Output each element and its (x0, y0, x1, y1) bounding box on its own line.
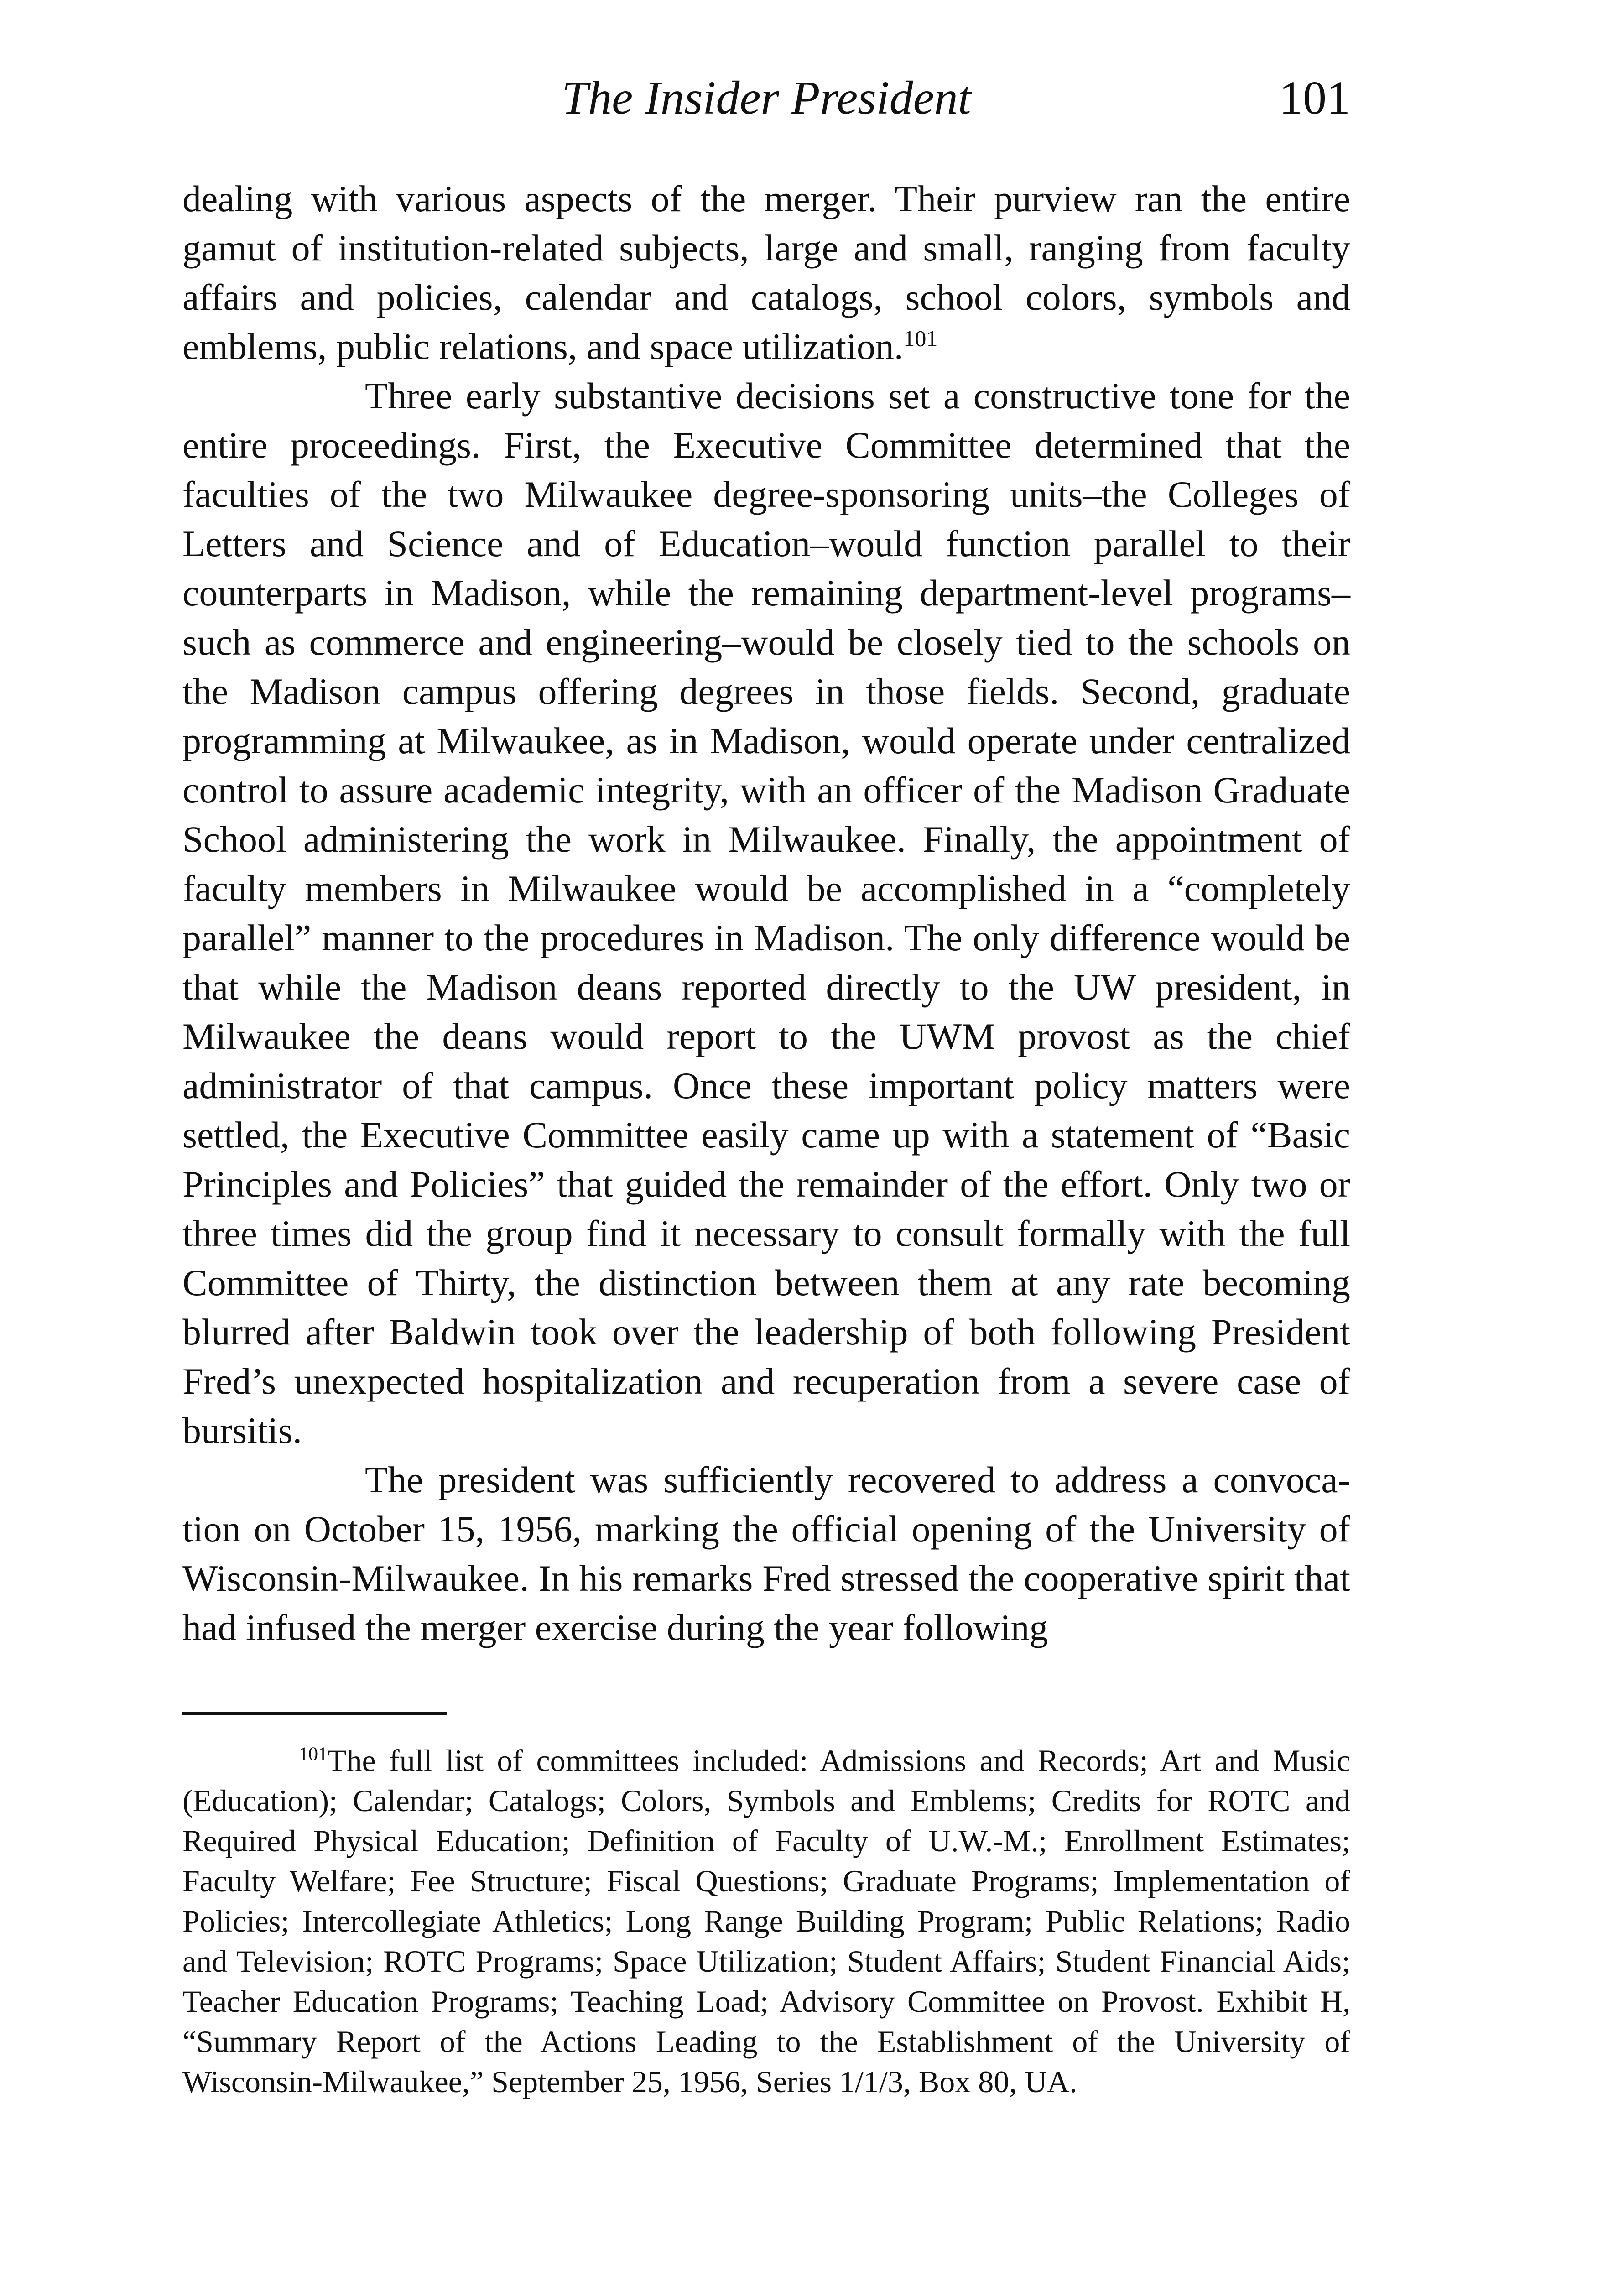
paragraph-text: dealing with various aspects of the merger. Their purview ran the entire gamut of institution-related subjects, large and small, ranging from faculty affairs and policies, calendar and catalogs, school colors, symbols and emblems, public relations, and space utilization. (182, 178, 1350, 367)
footnote-separator (182, 1712, 447, 1715)
paragraph (182, 1455, 1350, 1652)
paragraph-text: Three early substantive decisions set a constructive tone for the entire proceedings. First, the Executive Committee determined that the faculties of the two Milwaukee degree-sponsoring units–the Colleges of Letters and Science and of Education–would function parallel to their counterparts in Madison, while the remaining department-level programs–such as commerce and engineering–would be closely tied to the schools on the Madison campus offering degrees in those fields. Second, graduate programming at Milwaukee, as in Madison, would operate under centralized control to assure academic integrity, with an officer of the Madison Graduate School administering the work in Milwaukee. Finally, the appointment of faculty members in Milwaukee would be accomplished in a “completely parallel” manner to the procedures in Madison. The only difference would be that while the Madison deans reported directly to the UW president, in Milwaukee the deans would report to the UWM provost as the chief administrator of that campus. Once these important policy matters were settled, the Executive Committee easily came up with a statement of “Basic Principles and Policies” that guided the remainder of the effort. Only two or three times did the group find it necessary to consult formally with the full Committee of Thirty, the distinction between them at any rate becoming blurred after Baldwin took over the leadership of both following President Fred’s unexpected hospitalization and recuperation from a severe case of bursitis. (182, 375, 1350, 1451)
footnotes (182, 1740, 1350, 2102)
footnote (182, 1740, 1350, 2102)
running-header (182, 68, 1350, 128)
footnote-marker: 101 (299, 1744, 328, 1765)
running-title: The Insider President (562, 72, 971, 124)
paragraph (182, 174, 1350, 371)
paragraph-text: The president was sufficiently recovered to address a convocation on October 15, 1956, marking the official opening of the University of Wisconsin-Milwaukee. In his remarks Fred stressed the cooperative spirit that had infused the merger exercise during the year following (182, 1459, 1350, 1648)
page-number: 101 (1279, 72, 1350, 124)
footnote-text: The full list of committees included: Admissions and Records; Art and Music (Education); Calendar; Catalogs; Colors, Symbols and Emblems; Credits for ROTC and Required Physical Education; Definition of Faculty of U.W.-M.; Enrollment Estimates; Faculty Welfare; Fee Structure; Fiscal Questions; Graduate Programs; Implementation of Policies; Intercollegiate Athletics; Long Range Building Program; Public Relations; Radio and Television; ROTC Programs; Space Utilization; Student Affairs; Student Financial Aids; Teacher Education Programs; Teaching Load; Advisory Committee on Provost. Exhibit H, “Summary Report of the Actions Leading to the Establishment of the University of Wisconsin-Milwaukee,” September 25, 1956, Series 1/1/3, Box 80, UA. (182, 1743, 1350, 2099)
body-text (182, 174, 1350, 1652)
paragraph (182, 371, 1350, 1455)
footnote-reference: 101 (903, 325, 938, 351)
